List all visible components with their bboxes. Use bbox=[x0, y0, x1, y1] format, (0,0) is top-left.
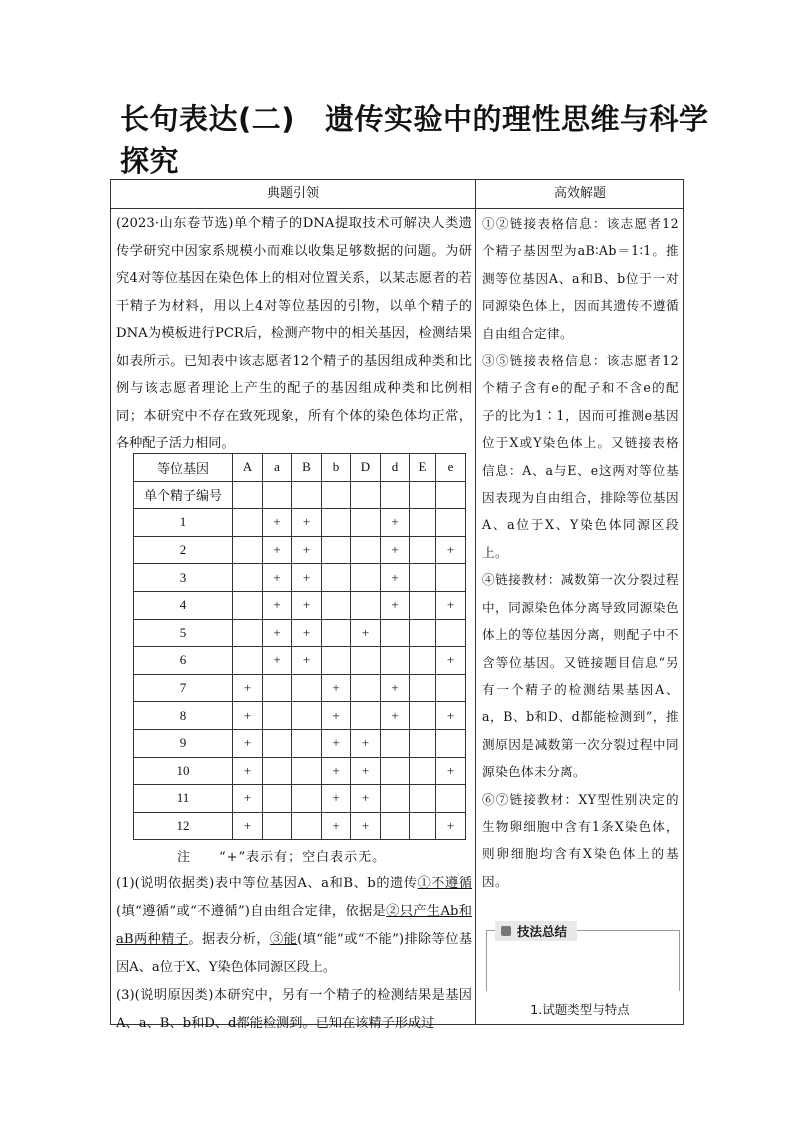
presence-cell bbox=[322, 591, 351, 619]
presence-cell: + bbox=[351, 812, 381, 840]
table-subheader-row bbox=[134, 481, 466, 509]
gene-header-cell: B bbox=[292, 454, 322, 482]
presence-cell bbox=[263, 702, 292, 730]
presence-cell: + bbox=[381, 702, 410, 730]
presence-cell bbox=[233, 509, 263, 537]
presence-cell: + bbox=[381, 564, 410, 592]
presence-cell: + bbox=[233, 757, 263, 785]
sperm-id-cell: 6 bbox=[134, 647, 233, 675]
presence-cell: + bbox=[233, 674, 263, 702]
presence-cell bbox=[410, 702, 436, 730]
presence-cell bbox=[381, 757, 410, 785]
empty-cell bbox=[322, 481, 351, 509]
sperm-id-cell: 7 bbox=[134, 674, 233, 702]
presence-cell bbox=[351, 509, 381, 537]
presence-cell bbox=[263, 674, 292, 702]
presence-cell bbox=[233, 591, 263, 619]
presence-cell bbox=[410, 564, 436, 592]
presence-cell: + bbox=[351, 729, 381, 757]
sperm-id-cell: 5 bbox=[134, 619, 233, 647]
empty-cell bbox=[410, 481, 436, 509]
presence-cell: + bbox=[381, 674, 410, 702]
presence-cell bbox=[292, 812, 322, 840]
empty-cell bbox=[381, 481, 410, 509]
analysis-4: ⑥⑦链接教材：XY型性别决定的生物卵细胞中含有1条X染色体，则卵细胞均含有X染色体上的基因。 bbox=[482, 791, 679, 889]
table-row bbox=[134, 536, 466, 564]
table-row bbox=[134, 757, 466, 785]
presence-cell: + bbox=[263, 509, 292, 537]
answer-2: ②只产生Ab和aB两种精子 bbox=[116, 904, 472, 947]
presence-cell bbox=[351, 702, 381, 730]
gene-header-cell: D bbox=[351, 454, 381, 482]
presence-cell bbox=[233, 536, 263, 564]
presence-cell: + bbox=[233, 785, 263, 813]
presence-cell: + bbox=[322, 674, 351, 702]
presence-cell: + bbox=[292, 564, 322, 592]
presence-cell: + bbox=[263, 536, 292, 564]
gene-table bbox=[133, 453, 466, 840]
presence-cell bbox=[436, 729, 466, 757]
presence-cell bbox=[263, 812, 292, 840]
presence-cell bbox=[410, 757, 436, 785]
presence-cell bbox=[322, 619, 351, 647]
answer-1: ①不遵循 bbox=[417, 876, 472, 891]
table-row bbox=[134, 785, 466, 813]
table-row bbox=[134, 702, 466, 730]
presence-cell bbox=[322, 536, 351, 564]
presence-cell: + bbox=[233, 812, 263, 840]
question-body bbox=[116, 870, 472, 1038]
tips-item-1: 1.试题类型与特点 bbox=[530, 1002, 630, 1017]
table-header-row bbox=[134, 454, 466, 482]
presence-cell: + bbox=[436, 757, 466, 785]
empty-cell bbox=[263, 481, 292, 509]
gene-header-cell: a bbox=[263, 454, 292, 482]
analysis-1: ①②链接表格信息：该志愿者12个精子基因型为aB∶Ab＝1∶1。推测等位基因A、a和B、b位于一对同源染色体上，因而其遗传不遵循自由组合定律。 bbox=[482, 216, 679, 341]
presence-cell bbox=[410, 619, 436, 647]
table-row bbox=[134, 647, 466, 675]
presence-cell bbox=[292, 757, 322, 785]
sperm-id-cell: 8 bbox=[134, 702, 233, 730]
presence-cell bbox=[322, 647, 351, 675]
sperm-id-cell: 12 bbox=[134, 812, 233, 840]
presence-cell bbox=[233, 619, 263, 647]
tips-badge: 技法总结 bbox=[495, 921, 577, 941]
tips-box bbox=[486, 924, 680, 991]
presence-cell bbox=[410, 785, 436, 813]
presence-cell bbox=[351, 674, 381, 702]
presence-cell: + bbox=[381, 509, 410, 537]
presence-cell bbox=[381, 785, 410, 813]
presence-cell: + bbox=[292, 509, 322, 537]
gene-header-cell: A bbox=[233, 454, 263, 482]
gene-header-cell: e bbox=[436, 454, 466, 482]
sperm-id-cell: 2 bbox=[134, 536, 233, 564]
presence-cell bbox=[351, 647, 381, 675]
presence-cell: + bbox=[436, 702, 466, 730]
title-part1: 长句表达(二) bbox=[120, 102, 296, 136]
page-title bbox=[120, 98, 710, 182]
presence-cell: + bbox=[322, 785, 351, 813]
presence-cell: + bbox=[292, 647, 322, 675]
sperm-id-header-cell: 单个精子编号 bbox=[134, 481, 233, 509]
empty-cell bbox=[233, 481, 263, 509]
presence-cell bbox=[233, 647, 263, 675]
presence-cell bbox=[292, 785, 322, 813]
sperm-id-cell: 3 bbox=[134, 564, 233, 592]
empty-cell bbox=[436, 481, 466, 509]
analysis-column bbox=[482, 210, 679, 895]
presence-cell bbox=[436, 509, 466, 537]
presence-cell: + bbox=[322, 757, 351, 785]
presence-cell bbox=[381, 812, 410, 840]
table-row bbox=[134, 674, 466, 702]
presence-cell bbox=[410, 674, 436, 702]
answer-3: ③能 bbox=[269, 932, 298, 947]
presence-cell: + bbox=[292, 536, 322, 564]
presence-cell: + bbox=[436, 812, 466, 840]
presence-cell bbox=[233, 564, 263, 592]
presence-cell: + bbox=[436, 536, 466, 564]
sperm-id-cell: 9 bbox=[134, 729, 233, 757]
presence-cell bbox=[436, 564, 466, 592]
table-row bbox=[134, 729, 466, 757]
presence-cell bbox=[322, 509, 351, 537]
presence-cell: + bbox=[436, 647, 466, 675]
presence-cell: + bbox=[263, 564, 292, 592]
presence-cell bbox=[351, 591, 381, 619]
presence-cell: + bbox=[381, 536, 410, 564]
content-frame bbox=[110, 179, 684, 1031]
right-header: 高效解题 bbox=[553, 186, 606, 201]
presence-cell: + bbox=[292, 619, 322, 647]
presence-cell: + bbox=[436, 591, 466, 619]
presence-cell bbox=[410, 729, 436, 757]
presence-cell bbox=[263, 729, 292, 757]
table-row bbox=[134, 509, 466, 537]
presence-cell bbox=[436, 674, 466, 702]
sperm-id-cell: 1 bbox=[134, 509, 233, 537]
presence-cell bbox=[292, 702, 322, 730]
table-row bbox=[134, 591, 466, 619]
presence-cell: + bbox=[351, 757, 381, 785]
presence-cell: + bbox=[351, 785, 381, 813]
presence-cell bbox=[292, 729, 322, 757]
presence-cell bbox=[410, 536, 436, 564]
sperm-id-cell: 10 bbox=[134, 757, 233, 785]
presence-cell: + bbox=[263, 647, 292, 675]
presence-cell: + bbox=[322, 702, 351, 730]
presence-cell bbox=[263, 785, 292, 813]
presence-cell: + bbox=[381, 591, 410, 619]
presence-cell bbox=[351, 536, 381, 564]
table-row bbox=[134, 564, 466, 592]
gene-header-cell: E bbox=[410, 454, 436, 482]
gene-header-cell: d bbox=[381, 454, 410, 482]
presence-cell bbox=[410, 509, 436, 537]
presence-cell: + bbox=[322, 812, 351, 840]
empty-cell bbox=[292, 481, 322, 509]
table-note: 注 “+”表示有；空白表示无。 bbox=[177, 850, 387, 865]
presence-cell bbox=[410, 647, 436, 675]
presence-cell bbox=[436, 785, 466, 813]
presence-cell: + bbox=[322, 729, 351, 757]
presence-cell: + bbox=[263, 591, 292, 619]
presence-cell bbox=[263, 757, 292, 785]
left-header: 典题引领 bbox=[266, 186, 319, 201]
column-divider bbox=[475, 180, 476, 1024]
question-intro: (2023·山东卷节选)单个精子的DNA提取技术可解决人类遗传学研究中因家系规模小而难以收集足够数据的问题。为研究4对等位基因在染色体上的相对位置关系，以某志愿者的若干精子为材料，用以上4对等位基因的引物，以单个精子的DNA为模板进行PCR后，检测产物中的相关基因，检测结果如表所示。已知表中该志愿者12个精子的基因组成种类和比例与该志愿者理论上产生的配子的基因组成种类和比例相同；本研究中不存在致死现象，所有个体的染色体均正常，各种配子活力相同。 bbox=[116, 216, 472, 451]
presence-cell: + bbox=[233, 702, 263, 730]
presence-cell bbox=[410, 812, 436, 840]
presence-cell: + bbox=[233, 729, 263, 757]
presence-cell bbox=[436, 619, 466, 647]
presence-cell bbox=[351, 564, 381, 592]
gene-header-cell: b bbox=[322, 454, 351, 482]
question-1: (1)(说明依据类)表中等位基因A、a和B、b的遗传①不遵循(填“遵循”或“不遵循”)自由组合定律，依据是②只产生Ab和aB两种精子。据表分析，③能(填“能”或“不能”)排除等位基因A、a位于X、Y染色体同源区段上。 bbox=[116, 876, 473, 975]
presence-cell bbox=[381, 619, 410, 647]
presence-cell bbox=[381, 647, 410, 675]
presence-cell: + bbox=[351, 619, 381, 647]
table-row bbox=[134, 619, 466, 647]
presence-cell bbox=[322, 564, 351, 592]
empty-cell bbox=[351, 481, 381, 509]
presence-cell: + bbox=[292, 591, 322, 619]
table-corner-cell: 等位基因 bbox=[134, 454, 233, 482]
table-row bbox=[134, 812, 466, 840]
presence-cell bbox=[292, 674, 322, 702]
presence-cell bbox=[410, 591, 436, 619]
sperm-id-cell: 4 bbox=[134, 591, 233, 619]
analysis-3: ④链接教材：减数第一次分裂过程中，同源染色体分离导致同源染色体上的等位基因分离，则配子中不含等位基因。又链接题目信息“另有一个精子的检测结果基因A、a，B、b和D、d都能检测到”，推测原因是减数第一次分裂过程中同源染色体未分离。 bbox=[482, 572, 679, 780]
analysis-2: ③⑤链接表格信息：该志愿者12个精子含有e的配子和不含e的配子的比为1∶1，因而可推测e基因位于X或Y染色体上。又链接表格信息：A、a与E、e这两对等位基因表现为自由组合，排除等位基因A、a位于X、Y染色体同源区段上。 bbox=[482, 353, 679, 560]
presence-cell: + bbox=[263, 619, 292, 647]
title-part2: 遗传实验中的理性思维与科学探究 bbox=[120, 102, 709, 178]
presence-cell bbox=[381, 729, 410, 757]
sperm-id-cell: 11 bbox=[134, 785, 233, 813]
question-3: (3)(说明原因类)本研究中，另有一个精子的检测结果是基因A、a、B、b和D、d都能检测到。已知在该精子形成过 bbox=[116, 988, 472, 1031]
